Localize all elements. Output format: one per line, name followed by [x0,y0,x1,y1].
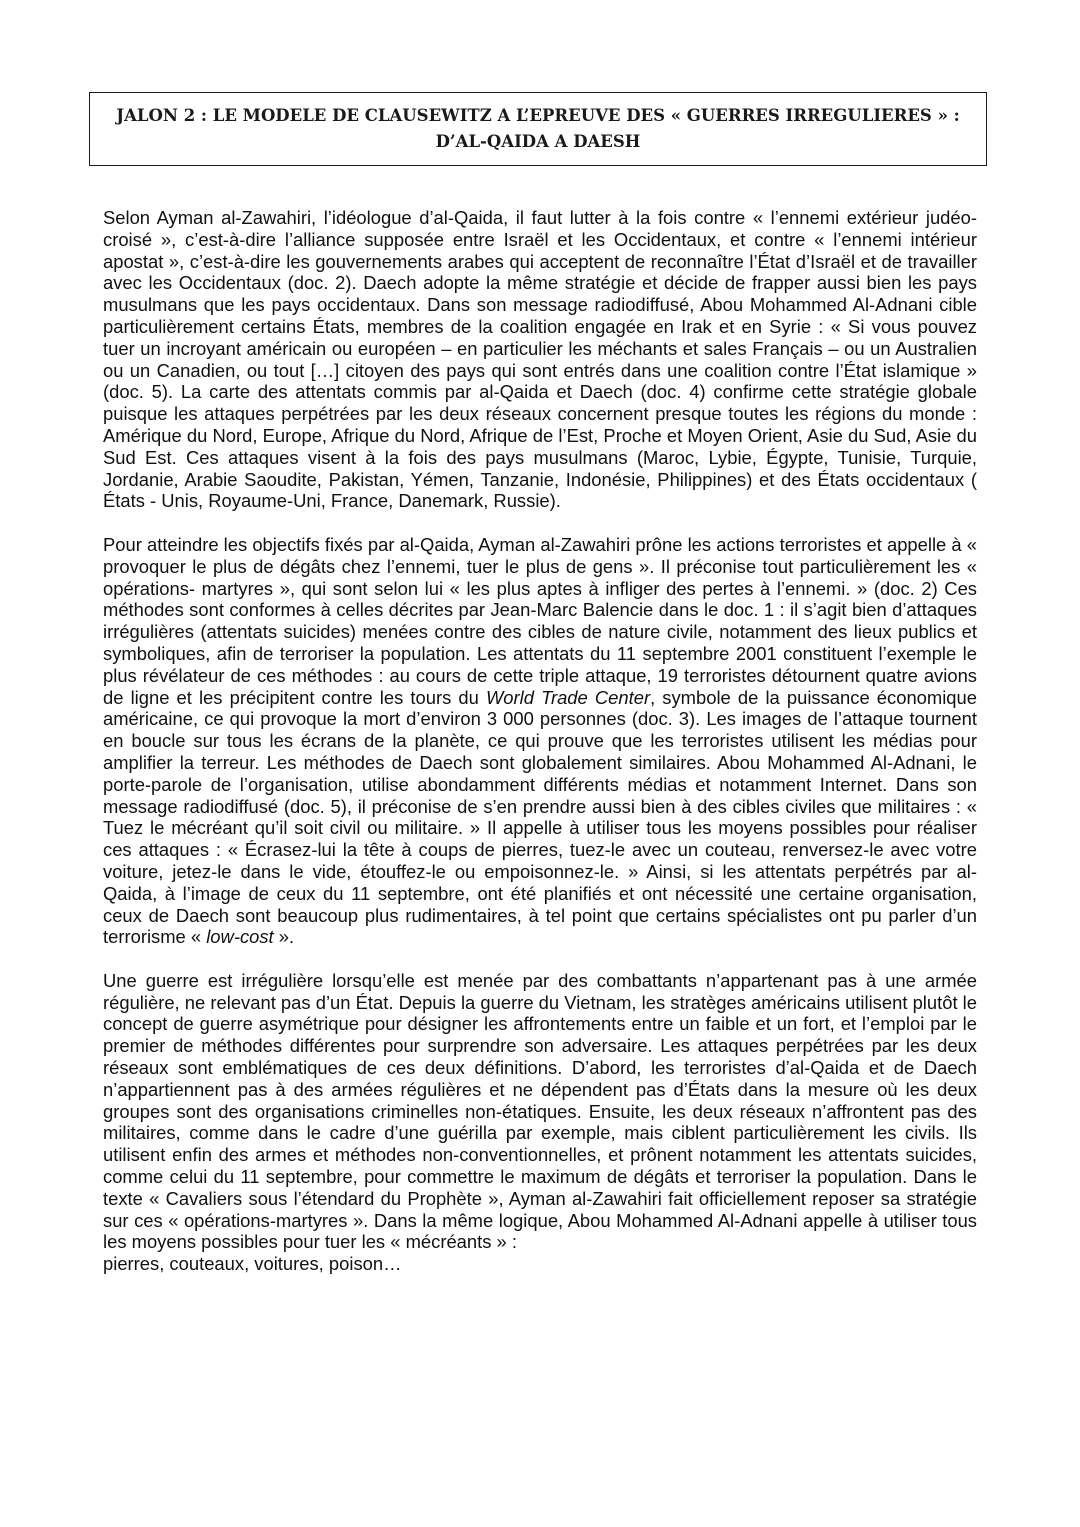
document-body [103,207,977,1275]
paragraph-2-text-b: , symbole de la puissance économique américaine, ce qui provoque la mort d’environ 3 000 personnes (doc. 3). Les images de l’attaque tournent en boucle sur tous les écrans de la planète, ce qui prouve que les terroristes utilisent les médias pour amplifier la terreur. Les méthodes de Daech sont globalement similaires. Abou Mohammed Al-Adnani, le porte-parole de l’organisation, utilise abondamment différents médias et notamment Internet. Dans son message radiodiffusé (doc. 5), il préconise de s’en prendre aussi bien à des cibles civiles que militaires : « Tuez le mécréant qu’il soit civil ou militaire. » Il appelle à utiliser tous les moyens possibles pour réaliser ces attaques : « Écrasez-lui la tête à coups de pierres, tuez-le avec un couteau, renversez-le avec votre voiture, jetez-le dans le vide, étouffez-le ou empoisonnez-le. » Ainsi, si les attentats perpétrés par al- Qaida, à l’image de ceux du 11 septembre, ont été planifiés et ont nécessité une certaine organisation, ceux de Daech sont beaucoup plus rudimentaires, à tel point que certains spécialistes ont pu parler d’un terrorisme « [103,686,977,948]
paragraph-3-last-line: pierres, couteaux, voitures, poison… [103,1253,402,1275]
paragraph-1-text: Selon Ayman al-Zawahiri, l’idéologue d’al-Qaida, il faut lutter à la fois contre « l’ennemi extérieur judéo-croisé », c’est-à-dire l’alliance supposée entre Israël et les Occidentaux, et contre « l’ennemi intérieur apostat », c’est-à-dire les gouvernements arabes qui acceptent de reconnaître l’État d’Israël et de travailler avec les Occidentaux (doc. 2). Daech adopte la même stratégie et décide de frapper aussi bien les pays musulmans que les pays occidentaux. Dans son message radiodiffusé, Abou Mohammed Al-Adnani cible particulièrement certains États, membres de la coalition engagée en Irak et en Syrie : « Si vous pouvez tuer un incroyant américain ou européen – en particulier les méchants et sales Français – ou un Australien ou un Canadien, ou tout […] citoyen des pays qui sont entrés dans une coalition contre l’État islamique » (doc. 5). La carte des attentats commis par al-Qaida et Daech (doc. 4) confirme cette stratégie globale puisque les attaques perpétrées par les deux réseaux concernent presque toutes les régions du monde : Amérique du Nord, Europe, Afrique du Nord, Afrique de l’Est, Proche et Moyen Orient, Asie du Sud, Asie du Sud Est. Ces attaques visent à la fois des pays musulmans (Maroc, Lybie, Égypte, Tunisie, Turquie, Jordanie, Arabie Saoudite, Pakistan, Yémen, Tanzanie, Indonésie, Philippines) et des États occidentaux ( États - Unis, Royaume-Uni, France, Danemark, Russie). [103,207,977,512]
paragraph-2-text-c: ». [273,926,295,948]
paragraph-2 [103,534,977,948]
paragraph-1 [103,207,977,512]
title-box [89,92,987,166]
low-cost-term: low-cost [206,926,274,948]
title-line-2: D’AL-QAIDA A DAESH [435,132,641,151]
title-line-1: JALON 2 : LE MODELE DE CLAUSEWITZ A L’EPREUVE DES « GUERRES IRREGULIERES » : [116,106,960,125]
paragraph-2-text-a: Pour atteindre les objectifs fixés par al-Qaida, Ayman al-Zawahiri prône les actions terroristes et appelle à « provoquer le plus de dégâts chez l’ennemi, tuer le plus de gens ». Il préconise tout particulièrement les « opérations- martyres », qui sont selon lui « les plus aptes à infliger des pertes à l’ennemi. » (doc. 2) Ces méthodes sont conformes à celles décrites par Jean-Marc Balencie dans le doc. 1 : il s’agit bien d’attaques irrégulières (attentats suicides) menées contre des cibles de nature civile, notamment des lieux publics et symboliques, afin de terroriser la population. Les attentats du 11 septembre 2001 constituent l’exemple le plus révélateur de ces méthodes : au cours de cette triple attaque, 19 terroristes détournent quatre avions de ligne et les précipitent contre les tours du [103,533,977,708]
world-trade-center-term: World Trade Center [485,686,651,708]
paragraph-3-text: Une guerre est irrégulière lorsqu’elle est menée par des combattants n’appartenant pas à une armée régulière, ne relevant pas d’un État. Depuis la guerre du Vietnam, les stratèges américains utilisent plutôt le concept de guerre asymétrique pour désigner les affrontements entre un faible et un fort, et l’emploi par le premier de méthodes différentes pour surprendre son adversaire. Les attaques perpétrées par les deux réseaux sont emblématiques de ces deux définitions. D’abord, les terroristes d’al-Qaida et de Daech n’appartiennent pas à des armées régulières et ne dépendent pas d’États dans la mesure où les deux groupes sont des organisations criminelles non-étatiques. Ensuite, les deux réseaux n’affrontent pas des militaires, comme dans le cadre d’une guérilla par exemple, mais ciblent particulièrement les civils. Ils utilisent enfin des armes et méthodes non-conventionnelles, et prônent notamment les attentats suicides, comme celui du 11 septembre, pour commettre le maximum de dégâts et terroriser la population. Dans le texte « Cavaliers sous l’étendard du Prophète », Ayman al-Zawahiri fait officiellement reposer sa stratégie sur ces « opérations-martyres ». Dans la même logique, Abou Mohammed Al-Adnani appelle à utiliser tous les moyens possibles pour tuer les « mécréants » : [103,969,977,1253]
paragraph-3 [103,970,977,1275]
